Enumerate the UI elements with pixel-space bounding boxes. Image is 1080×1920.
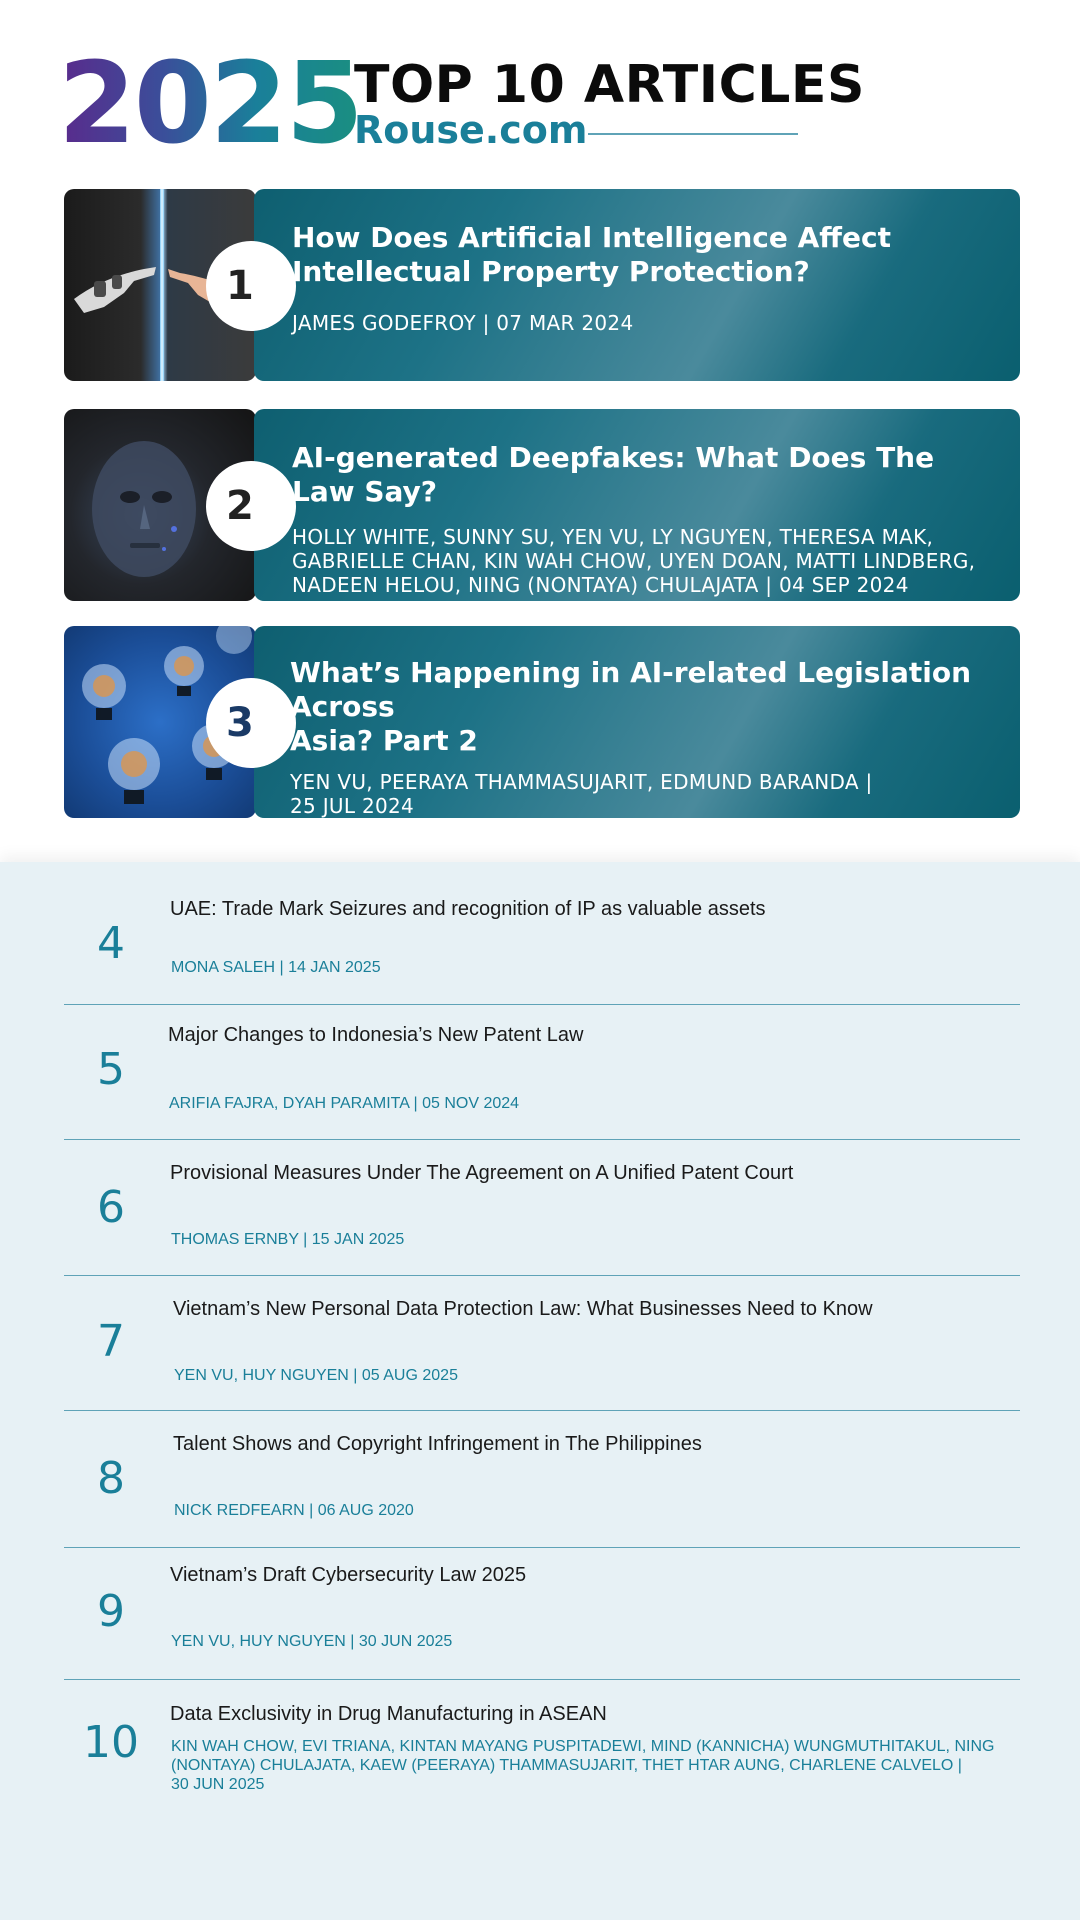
article-title[interactable]: Intellectual Property Protection? <box>292 255 810 288</box>
article-title[interactable]: How Does Artificial Intelligence Affect <box>292 221 891 254</box>
article-meta: MONA SALEH | 14 JAN 2025 <box>171 959 381 976</box>
list-item[interactable] <box>64 896 1020 1004</box>
divider <box>64 1547 1020 1548</box>
article-meta: JAMES GODEFROY | 07 MAR 2024 <box>292 311 634 335</box>
rank-badge: 3 <box>206 678 296 768</box>
article-title[interactable]: UAE: Trade Mark Seizures and recognition of IP as valuable assets <box>170 898 766 920</box>
article-meta: YEN VU, PEERAYA THAMMASUJARIT, EDMUND BARANDA | <box>290 770 873 794</box>
list-item[interactable] <box>64 1162 1020 1276</box>
list-item[interactable] <box>64 1298 1020 1410</box>
rank-number: 6 <box>97 1182 125 1233</box>
article-title[interactable]: Vietnam’s Draft Cybersecurity Law 2025 <box>170 1564 527 1586</box>
article-meta: YEN VU, HUY NGUYEN | 05 AUG 2025 <box>174 1367 458 1384</box>
site-name[interactable]: Rouse.com <box>354 108 588 152</box>
page-title: TOP 10 ARTICLES <box>354 55 865 115</box>
article-title[interactable]: Major Changes to Indonesia’s New Patent Law <box>168 1024 584 1046</box>
divider <box>64 1139 1020 1140</box>
year-heading: 2025 <box>58 39 362 169</box>
article-meta: 30 JUN 2025 <box>171 1776 265 1793</box>
rank-number: 7 <box>97 1316 125 1367</box>
article-title[interactable]: Provisional Measures Under The Agreement on A Unified Patent Court <box>170 1162 794 1184</box>
article-title[interactable]: Data Exclusivity in Drug Manufacturing in ASEAN <box>170 1703 607 1725</box>
list-item[interactable] <box>64 1433 1020 1547</box>
article-meta: YEN VU, HUY NGUYEN | 30 JUN 2025 <box>171 1633 453 1650</box>
rank-badge: 2 <box>206 461 296 551</box>
divider <box>64 1679 1020 1680</box>
list-item[interactable] <box>64 1564 1020 1678</box>
featured-article-3[interactable] <box>64 626 1020 818</box>
article-title[interactable]: What’s Happening in AI-related Legislation Across <box>290 656 972 723</box>
article-meta: THOMAS ERNBY | 15 JAN 2025 <box>171 1231 405 1248</box>
rank-number: 8 <box>97 1453 125 1504</box>
header-underline <box>588 133 798 135</box>
article-title[interactable]: Asia? Part 2 <box>290 724 478 757</box>
article-meta: 25 JUL 2024 <box>290 794 415 818</box>
rank-number: 10 <box>83 1717 139 1768</box>
article-meta: NICK REDFEARN | 06 AUG 2020 <box>174 1502 414 1519</box>
article-meta: NADEEN HELOU, NING (NONTAYA) CHULAJATA | 04 SEP 2024 <box>292 573 909 597</box>
rank-number: 4 <box>97 918 125 969</box>
divider <box>64 1410 1020 1411</box>
article-title[interactable]: Talent Shows and Copyright Infringement in The Philippines <box>173 1433 702 1455</box>
rank-badge: 1 <box>206 241 296 331</box>
divider <box>64 1004 1020 1005</box>
article-meta: ARIFIA FAJRA, DYAH PARAMITA | 05 NOV 2024 <box>169 1095 520 1112</box>
rank-number: 5 <box>97 1044 125 1095</box>
list-item[interactable] <box>64 1703 1020 1813</box>
article-meta: HOLLY WHITE, SUNNY SU, YEN VU, LY NGUYEN, THERESA MAK, <box>292 525 934 549</box>
article-meta: KIN WAH CHOW, EVI TRIANA, KINTAN MAYANG PUSPITADEWI, MIND (KANNICHA) WUNGMUTHITAKUL, NING <box>171 1738 995 1755</box>
article-meta: (NONTAYA) CHULAJATA, KAEW (PEERAYA) THAMMASUJARIT, THET HTAR AUNG, CHARLENE CALVELO | <box>171 1757 962 1774</box>
divider <box>64 1275 1020 1276</box>
featured-article-1[interactable] <box>64 189 1020 381</box>
article-title[interactable]: AI-generated Deepfakes: What Does The Law Say? <box>292 441 935 508</box>
featured-article-2[interactable] <box>64 409 1020 601</box>
article-title[interactable]: Vietnam’s New Personal Data Protection Law: What Businesses Need to Know <box>173 1298 873 1320</box>
article-meta: GABRIELLE CHAN, KIN WAH CHOW, UYEN DOAN, MATTI LINDBERG, <box>292 549 976 573</box>
rank-number: 9 <box>97 1586 125 1637</box>
list-item[interactable] <box>64 1024 1020 1138</box>
